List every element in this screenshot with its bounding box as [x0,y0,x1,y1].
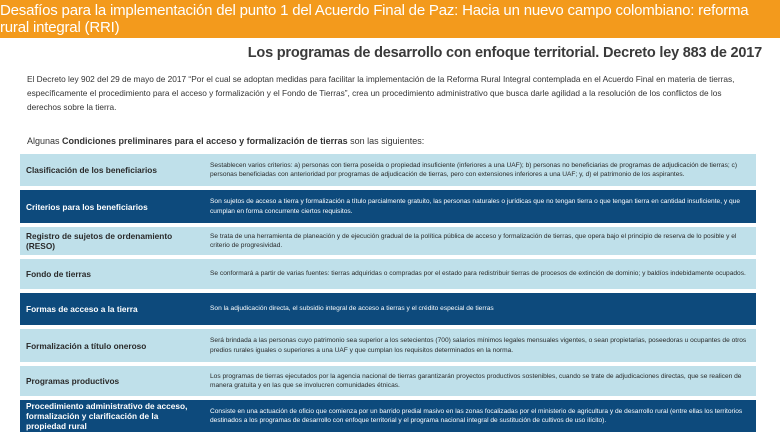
lead-bold: Condiciones preliminares para el acceso y formalización de tierras [62,136,348,146]
condition-text: Se conformará a partir de varias fuentes: tierras adquiridas o compradas por el estado para redistribuir tierras de procesos de extinción de dominio; y baldíos indebidamente ocupados. [204,259,756,289]
condition-text: Sestablecen varios criterios: a) personas con tierra poseída o propiedad insuficiente (inferiores a una UAF); b) personas no beneficiarias de programas de adjudicación de tierras; c) personas beneficiadas con anterioridad por programas de adjudicación de tierras, pero con extensiones inferiores a una UAF; y, d) el patrimonio de los aspirantes. [204,154,756,186]
lead-suffix: son las siguientes: [347,136,425,146]
condition-label: Fondo de tierras [20,259,204,289]
condition-text: Los programas de tierras ejecutados por la agencia nacional de tierras garantizarán proyectos productivos sostenibles, cuando se trate de adjudicaciones directas, que se realicen de manera gratuita y en las que se involucren comunidades étnicas. [204,366,756,396]
condition-row [20,190,756,223]
condition-text: Son sujetos de acceso a tierra y formalización a título parcialmente gratuito, las personas naturales o jurídicas que no tengan tierra o que tengan tierra en cantidad insuficiente, y que cumplan en forma concurrente ciertos requisitos. [204,190,756,223]
condition-row [20,154,756,186]
banner-title: Desafíos para la implementación del punto 1 del Acuerdo Final de Paz: Hacia un nuevo campo colombiano: reforma rural integral (RRI) [0,2,749,36]
condition-text: Será brindada a las personas cuyo patrimonio sea superior a los setecientos (700) salarios mínimos legales mensuales vigentes, o sean propietarias, poseedoras u ocupantes de otros predios rurales iguales o superiores a una UAF y que cumplan los requisitos determinados en la norma. [204,329,756,362]
condition-row [20,329,756,362]
condition-label: Registro de sujetos de ordenamiento (RESO) [20,227,204,255]
condition-row [20,366,756,396]
condition-row [20,400,756,432]
condition-text: Son la adjudicación directa, el subsidio integral de acceso a tierras y el crédito especial de tierras [204,293,756,325]
condition-label: Clasificación de los beneficiarios [20,154,204,186]
condition-label: Formalización a título oneroso [20,329,204,362]
banner [0,0,780,38]
condition-label: Formas de acceso a la tierra [20,293,204,325]
condition-label: Programas productivos [20,366,204,396]
condition-row [20,227,756,255]
condition-row [20,259,756,289]
conditions-lead [27,136,424,146]
condition-label: Criterios para los beneficiarios [20,190,204,223]
page-subtitle: Los programas de desarrollo con enfoque territorial. Decreto ley 883 de 2017 [247,45,762,61]
condition-text: Consiste en una actuación de oficio que comienza por un barrido predial masivo en las zonas focalizadas por el ministerio de agricultura y de desarrollo rural (entre ellas los territorios destinados a los programas de desarrollo con enfoque territorial y el programa nacional integral de sustitución de cultivos de uso ilícito). [204,400,756,432]
lead-prefix: Algunas [27,136,63,146]
condition-label: Procedimiento administrativo de acceso, formalización y clarificación de la propiedad rural [20,400,204,432]
conditions-table [20,150,756,436]
condition-text: Se trata de una herramienta de planeación y de ejecución gradual de la política pública de acceso y formalización de tierras, que opera bajo el principio de reserva de lo posible y el criterio de progresividad. [204,227,756,255]
intro-paragraph: El Decreto ley 902 del 29 de mayo de 2017 “Por el cual se adoptan medidas para facilitar la implementación de la Reforma Rural Integral contemplada en el Acuerdo Final en materia de tierras, específicamente el procedimiento para el acceso y formalización y el Fondo de Tierras”, crea un procedimiento administrativo que busca darle agilidad a la resolución de los conflictos de los derechos sobre la tierra. [27,74,735,112]
condition-row [20,293,756,325]
